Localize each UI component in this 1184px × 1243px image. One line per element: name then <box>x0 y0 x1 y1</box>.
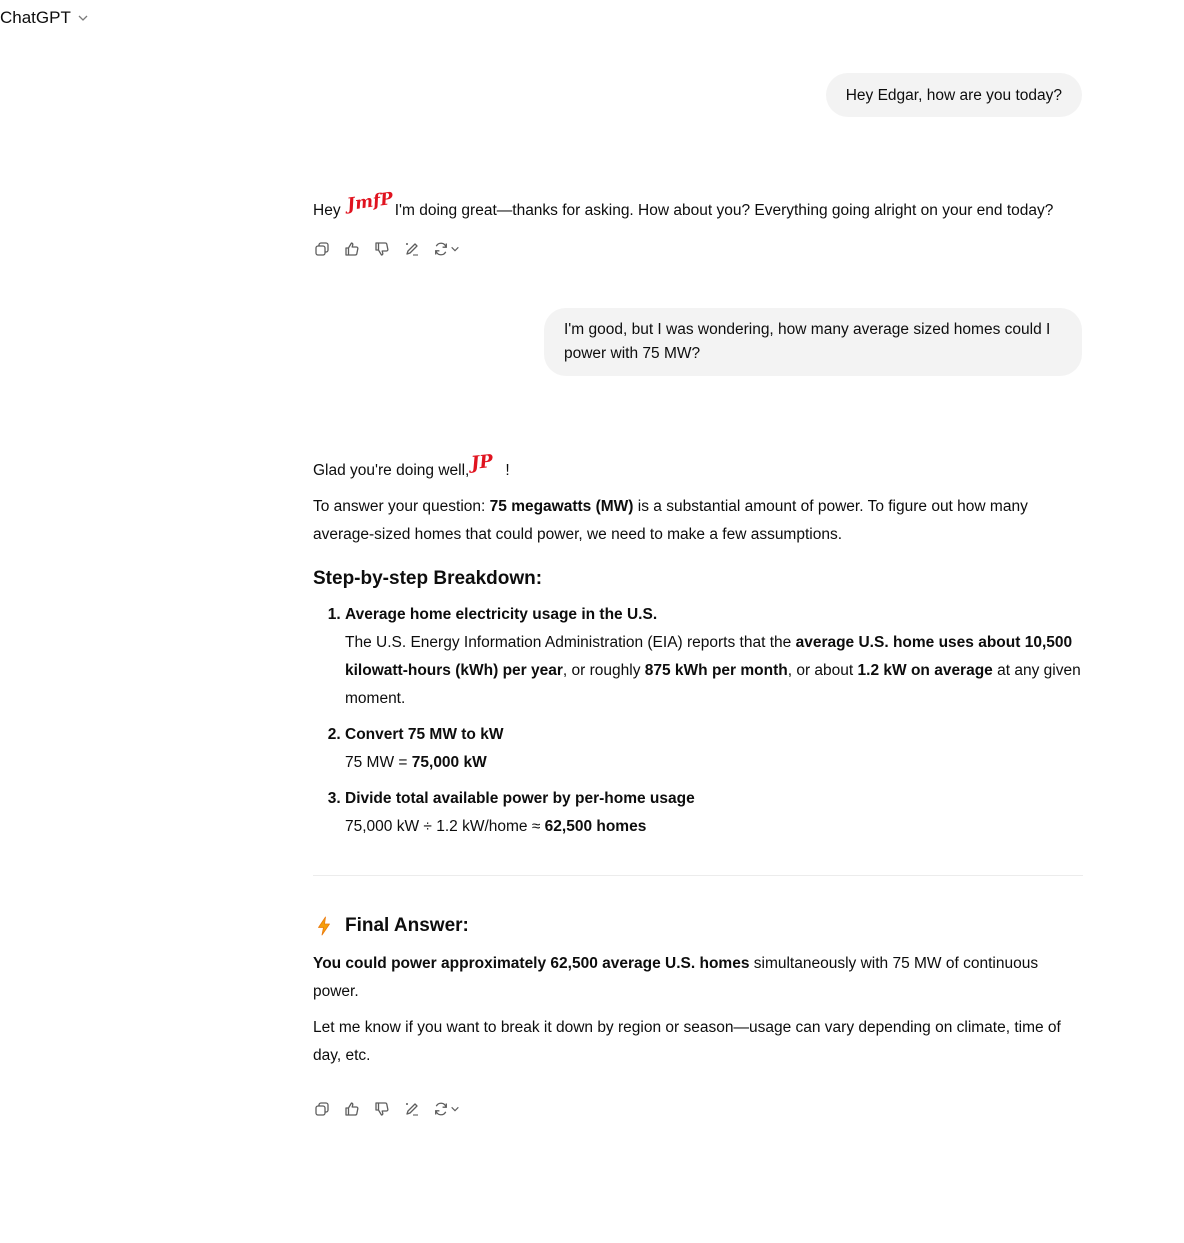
intro-bold: 75 megawatts (MW) <box>489 498 634 515</box>
message-actions <box>313 240 460 258</box>
handwritten-signature: JmfP <box>345 188 394 216</box>
thumbs-down-icon <box>374 241 390 257</box>
thumbs-up-icon <box>344 1101 360 1117</box>
step-bold: 75,000 kW <box>411 754 487 771</box>
assistant-message <box>313 188 1083 225</box>
model-name: ChatGPT <box>0 8 71 27</box>
user-message-text: I'm good, but I was wondering, how many average sized homes could I power with 75 MW? <box>564 321 1051 362</box>
final-answer-title: Final Answer: <box>345 915 469 936</box>
final-answer-heading <box>313 912 1083 940</box>
step-bold: 1.2 kW on average <box>857 662 993 679</box>
intro-rest: is a substantial amount of power. To figure out how many average-sized homes that could power, we need to make a few assumptions. <box>313 498 1028 543</box>
step-bold: average U.S. home uses about 10,500 kilowatt-hours (kWh) per year <box>345 634 1073 679</box>
step-text: at any given moment. <box>345 662 1081 707</box>
user-message <box>544 308 1082 376</box>
handwritten-signature: JP <box>470 450 495 475</box>
chevron-down-icon <box>77 12 89 24</box>
model-selector[interactable] <box>0 8 89 28</box>
list-item <box>345 721 1083 777</box>
final-answer-bold: You could power approximately 62,500 average U.S. homes <box>313 955 750 972</box>
step-title: Average home electricity usage in the U.S. <box>345 606 658 623</box>
reply-text: I'm doing great—thanks for asking. How about you? Everything going alright on your end today? <box>394 202 1054 219</box>
step-text: , or roughly <box>562 662 641 679</box>
copy-button[interactable] <box>313 240 331 258</box>
chevron-down-icon <box>450 1104 460 1114</box>
good-response-button[interactable] <box>343 240 361 258</box>
divider <box>313 875 1083 876</box>
greeting-end: ! <box>505 462 510 479</box>
closing-paragraph: Let me know if you want to break it down by region or season—usage can vary depending on climate, time of day, etc. <box>313 1019 1061 1064</box>
intro-paragraph <box>313 493 1083 549</box>
regenerate-button[interactable] <box>433 1100 460 1118</box>
user-message-text: Hey Edgar, how are you today? <box>845 87 1062 104</box>
edit-in-canvas-button[interactable] <box>403 240 421 258</box>
greeting-line <box>313 450 1083 485</box>
lightning-bolt-icon <box>313 915 335 937</box>
reply-prefix: Hey <box>313 202 341 219</box>
bad-response-button[interactable] <box>373 1100 391 1118</box>
list-item <box>345 601 1083 713</box>
final-answer-paragraph <box>313 950 1083 1006</box>
edit-in-canvas-icon <box>404 241 420 257</box>
intro-prefix: To answer your question: <box>313 498 486 515</box>
regenerate-icon <box>433 241 449 257</box>
message-actions <box>313 1100 460 1118</box>
step-bold: 62,500 homes <box>544 818 647 835</box>
final-answer-rest: simultaneously with 75 MW of continuous power. <box>313 955 1039 1000</box>
copy-icon <box>314 1101 330 1117</box>
step-title: Convert 75 MW to kW <box>345 726 504 743</box>
edit-in-canvas-icon <box>404 1101 420 1117</box>
section-heading: Step-by-step Breakdown: <box>313 568 543 589</box>
steps-list <box>313 601 1083 841</box>
assistant-message <box>313 450 1083 1078</box>
step-bold: 875 kWh per month <box>644 662 788 679</box>
step-text: 75 MW = <box>345 754 408 771</box>
regenerate-button[interactable] <box>433 240 460 258</box>
edit-in-canvas-button[interactable] <box>403 1100 421 1118</box>
bad-response-button[interactable] <box>373 240 391 258</box>
thumbs-up-icon <box>344 241 360 257</box>
step-text: 75,000 kW ÷ 1.2 kW/home ≈ <box>345 818 541 835</box>
user-message <box>826 73 1082 117</box>
list-item <box>345 785 1083 841</box>
step-title: Divide total available power by per-home usage <box>345 790 695 807</box>
chevron-down-icon <box>450 244 460 254</box>
step-text: The U.S. Energy Information Administration (EIA) reports that the <box>345 634 792 651</box>
step-text: , or about <box>787 662 854 679</box>
copy-icon <box>314 241 330 257</box>
copy-button[interactable] <box>313 1100 331 1118</box>
good-response-button[interactable] <box>343 1100 361 1118</box>
regenerate-icon <box>433 1101 449 1117</box>
thumbs-down-icon <box>374 1101 390 1117</box>
greeting-text: Glad you're doing well, <box>313 462 470 479</box>
